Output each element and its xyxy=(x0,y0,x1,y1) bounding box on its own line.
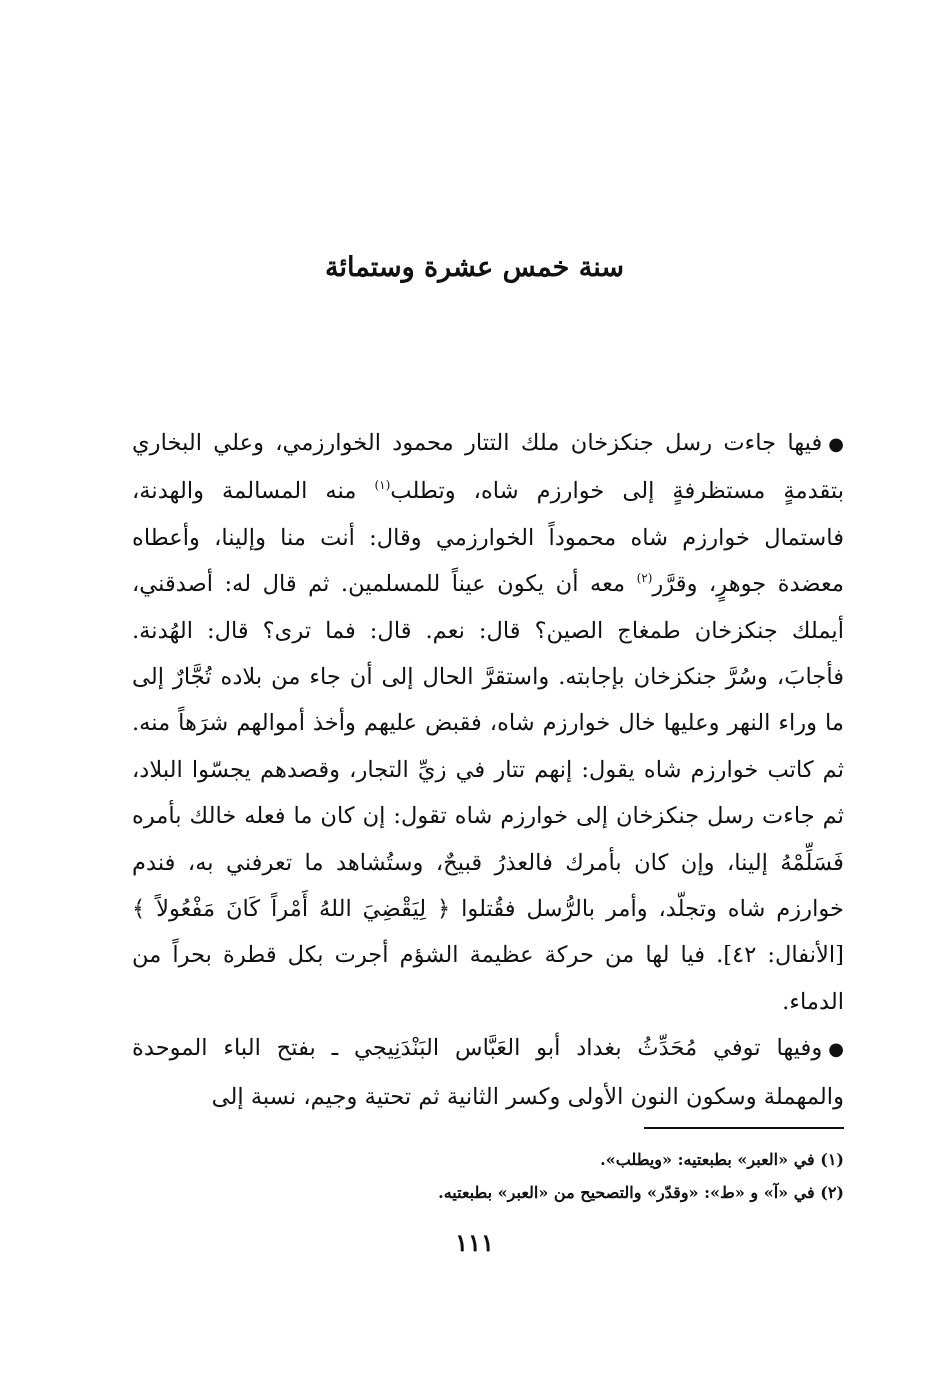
paragraph-1 xyxy=(132,420,844,1025)
footnote-divider xyxy=(644,1127,844,1129)
footnotes xyxy=(344,1143,844,1209)
footnote-2: (٢) في «آ» و «ط»: «وقدّر» والتصحيح من «العبر» بطبعتيه. xyxy=(438,1183,844,1202)
page-number: ١١١ xyxy=(455,1228,494,1257)
bullet-icon: ● xyxy=(828,1039,844,1061)
paragraph-1-text-a: فيها جاءت رسل جنكزخان ملك التتار محمود الخوارزمي، وعلي البخاري بتقدمةٍ مستظرفةٍ إلى خوارزم شاه، وتطلب xyxy=(132,430,844,505)
footnote-ref-2: (٢) xyxy=(636,571,653,586)
paragraph-2 xyxy=(132,1025,844,1120)
paragraph-1-text-c: معه أن يكون عيناً للمسلمين. ثم قال له: أصدقني، أيملك جنكزخان طمغاج الصين؟ قال: نعم. قال: فما ترى؟ قال: الهُدنة. فأجابَ، وسُرَّ جنكزخان بإجابته. واستقرَّ الحال إلى أن جاء من بلاده تُجَّارٌ إلى ما وراء النهر وعليها خال خوارزم شاه، فقبض عليهم وأخذ أموالهم شرَهاً منه. ثم كاتب خوارزم شاه يقول: إنهم تتار في زيِّ التجار، وقصدهم يجسّوا البلاد، ثم جاءت رسل جنكزخان إلى خوارزم شاه تقول: إن كان ما فعله خالك بأمره فَسَلِّمْهُ إلينا، وإن كان بأمرك فالعذرُ قبيحٌ، وستُشاهد ما تعرفني به، فندم خوارزم شاه وتجلّد، وأمر بالرُّسل فقُتلوا ﴿ لِيَقْضِيَ اللهُ أَمْراً كَانَ مَفْعُولاً ﴾ [الأنفال: ٤٢]. فيا لها من حركة عظيمة الشؤم أجرت بكل قطرة بحراً من الدماء. xyxy=(132,571,845,1015)
footnote-1: (١) في «العبر» بطبعتيه: «ويطلب». xyxy=(600,1150,844,1169)
chapter-title: سنة خمس عشرة وستمائة xyxy=(324,252,625,283)
paragraph-2-text: وفيها توفي مُحَدِّثُ بغداد أبو العَبَّاس البَنْدَنِيجي ـ بفتح الباء الموحدة والمهملة وسكون النون الأولى وكسر الثانية ثم تحتية وجيم، نسبة إلى xyxy=(132,1035,844,1110)
paragraph-1-text-b: منه المسالمة والهدنة، فاستمال خوارزم شاه محموداً الخوارزمي وقال: أنت منا وإلينا، وأعطاه معضدة جوهرٍ، وقرَّر xyxy=(132,478,844,598)
footnote-ref-1: (١) xyxy=(374,478,391,493)
bullet-icon: ● xyxy=(828,434,844,455)
body-text xyxy=(132,420,844,1120)
